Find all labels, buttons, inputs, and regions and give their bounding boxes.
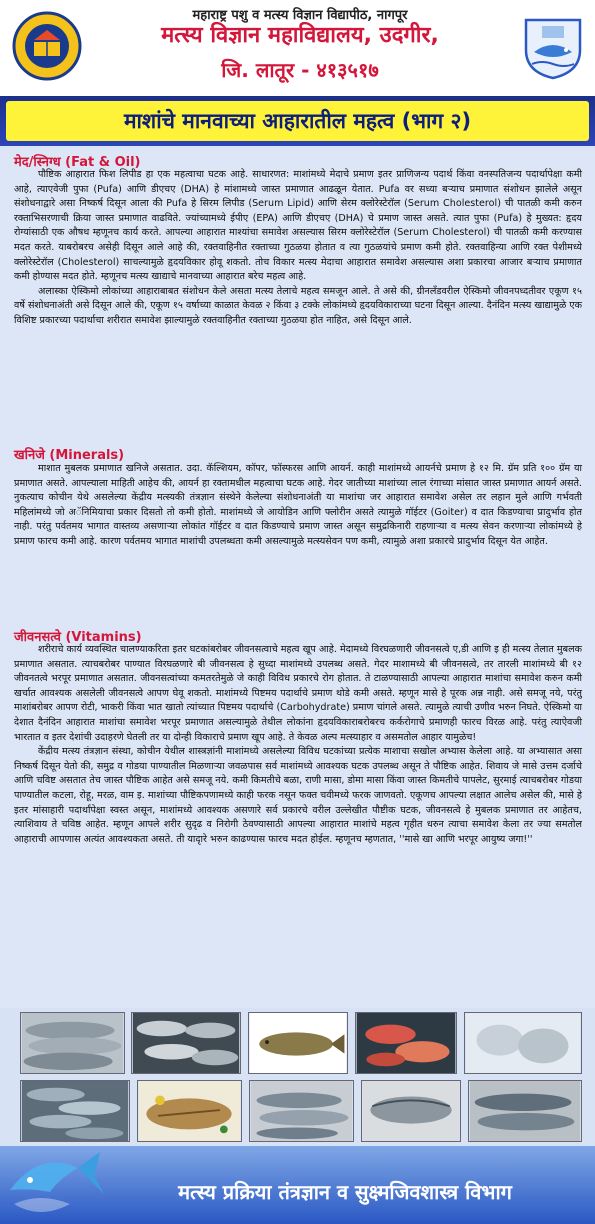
fish-photo-9	[361, 1080, 461, 1142]
college-name: मत्स्य विज्ञान महाविद्यालय, उदगीर,	[161, 23, 439, 48]
fat-paragraph-2: अलास्का ऐस्किमो लोकांच्या आहाराबाबत संशोधन केले असता मत्स्य तेलाचे महत्व समजून आले. ते असे की, ग्रीनलँडवरील ऐस्किमो जीवनपध्दतीवर एकूण १५ वर्षे संशोधनाअंती असे दिसून आले की, एकूण १५ वर्षाच्या काळात केवळ २ किंवा ३ टक्के लोकांमध्ये हृदयविकाराच्या घटना दिसून आल्या. दैनंदिन मत्स्य खाद्यामुळे एक विशिष्ट प्रकारच्या पदार्थाचा शरीरात समावेश झाल्यामुळे रक्तवाहिनीत रक्ताच्या गुठळया होत नाहित, असे दिसून आले.	[14, 285, 582, 326]
fat-text	[14, 168, 582, 329]
college-logo	[520, 14, 586, 80]
minerals-text	[14, 462, 582, 550]
fish-photo-8	[249, 1080, 354, 1142]
vitamins-paragraph-1: शरीराचे कार्य व्यवस्थित चालण्याकरिता इतर घटकांबरोबर जीवनसत्वाचे महत्व खूप आहे. मेदामध्ये विरघळणारी जीवनसत्वे ए,डी आणि इ ही मत्स्य तेलात मुबलक प्रमाणात असतात. त्याचबरोबर पाण्यात विरघळणारे बी जीवनसत्व हे सुध्दा माशांमध्ये उपलब्ध असते. गेदर माशामध्ये बी जीवनसत्वे, तर तारली माशांमध्ये बी १२ जीवनतत्वे भरपूर प्रमाणात असतात. जीवनसत्वांच्या कमतरतेमुळे जे काही विविध प्रकारचे रोग होतात. ते टाळण्यासाठी आपल्या आहारात माशांचा समावेश करुन कमी खर्चात आवश्यक असलेली जीवनसत्वे आपण घेवू शकतो. माशांमध्ये पिष्टमय पदार्थाचे प्रमाण थोडे कमी असते. म्हणून मासे हे पूरक अन्न नाही. असे समजू नये, परंतु माशांबरोबर आपण रोटी, भाकरी किंवा भात खातो त्यांच्यात पिष्टमय पदार्थाचे (Carbohydrate) प्रमाण चांगले असते. त्यामुळे त्याची उणीव भरुन निघते. ऐस्किमो या देशात दैनंदिन आहारात माशांचा समावेश भरपूर प्रमाणात असल्यामुळे तेथील लोकांना हृदयविकाराबरोबरच कर्करोगाचे प्रमाणही फारच विरळ आहे. परंतु त्याऐवजी भारतात व इतर देशांची उदाहरणे घेतली तर या दोन्ही विकाराचे प्रमाण खूप आहे. ते केवळ अल्प मत्स्याहार व असमतोल आहार यामुळेच!	[14, 644, 582, 743]
university-name: महाराष्ट्र पशु व मत्स्य विज्ञान विद्यापीठ, नागपूर	[192, 8, 408, 23]
fish-photo-4	[355, 1012, 457, 1074]
minerals-heading: खनिजे (Minerals)	[14, 448, 125, 463]
fish-photo-strip	[0, 1008, 595, 1146]
fish-photo-5	[464, 1012, 582, 1074]
fat-heading: मेद/स्निग्ध (Fat & Oil)	[14, 155, 141, 170]
fish-photo-1	[20, 1012, 125, 1074]
fish-photo-10	[468, 1080, 582, 1142]
vitamins-paragraph-2: केंद्रीय मत्स्य तंत्रज्ञान संस्था, कोचीन येथील शास्त्रज्ञांनी माशांमध्ये असलेल्या विविध घटकांच्या प्रत्येक माशाचा सखोल अभ्यास केलेला आहे. या अभ्यासात असा निष्कर्ष दिसून येतो की, समुद्र व गोडया पाण्यातील मिळणाऱ्या जवळपास सर्व माशांमध्ये आवश्यक घटक उपलब्ध असून ते पौष्टिक आहेत. शिवाय जे मासे उत्तम दर्जाचे आणि चविष्ट असतात तेच जास्त पौष्टिक आहेत असे समजू नये. कमी किमतीचे बळा, राणी मासा, डोमा मासा किंवा जास्त किमतीचे पापलेट, सुरमाई त्याचबरोबर गोडया पाण्यातील कटला, रोहू, मरळ, वाम इ. माशांच्या पौष्टिकपणामध्ये काही फरक नसून फक्त चवीमध्ये फरक जाणवतो. एकूणच आपल्या लक्षात आलेच असेल की, मासे हे इतर मांसाहारी पदार्थांपेक्षा स्वस्त असून, माशांमध्ये आवश्यक असणारे सर्व प्रकारचे वरील उल्लेखीत पौष्टीक घटक, जीवनसत्वे हे मुबलक प्रमाणात तर आहेतच, त्याशिवाय ते चविष्ठ आहेत. म्हणून आपले शरीर सुदृढ व निरोगी ठेवण्यासाठी आपल्या आहारात माशांचे महत्व गृहीत धरुन त्याचा समावेश केला तर ज्या समतोल आहाराची आपणास अत्यंत आवश्यकता असते. ती यादृारे भरुन काढण्यास फारच मदत होईल. म्हणूनच म्हणतात, ''मासे खा आणि भरपूर आयुष्य जगा!''	[14, 746, 582, 845]
fish-photo-2	[131, 1012, 241, 1074]
fish-photo-3	[248, 1012, 348, 1074]
fish-photo-7	[137, 1080, 242, 1142]
fish-logo-icon	[0, 1130, 110, 1224]
fat-paragraph-1: पौष्टिक आहारात फिश लिपीड हा एक महत्वाचा घटक आहे. साधारणत: माशांमध्ये मेदाचे प्रमाण इतर प्राणिजन्य पदार्थ किंवा वनस्पतिजन्य पदार्थापेक्षा कमी आहे, त्याएवेजी पुफा (Pufa) आणि डीएचए (DHA) हे मांशामध्ये जास्त प्रमाणात आढळून येतात. Pufa वर सध्या बऱ्याच प्रमाणात संशोधन झालेले असून संशोधनाद्वारे असा निष्कर्ष दिसून आला की Pufa हे सिरम लिपीड (Serum Lipid) आणि सेरम क्लोरेस्टेरॉल (Serum Cholesterol) ची पातळी कमी करुन रक्ताभिसरणाची क्रिया जास्त प्रमाणात वाढविते. ज्यांच्यामध्ये ईपीए (EPA) आणि डीएचए (DHA) चे प्रमाण जास्त असते. त्यात पुफा (Pufa) हे मुख्यत: हृदय रोग्यांसाठी एक औषध म्हणूनच कार्य करते. आपल्या आहारात माश्यांचा समावेश असल्यास सिरम क्लोरेस्टेरॉल (Serum Cholesterol) ची पातळी कमी करण्यास मदत करते. याबरोबरच असेही दिसून आले आहे की, रक्तवाहिनीत रक्ताच्या गुठळया होतात व त्या गुठळयांचे प्रमाण कमी होते. रक्तवाहिन्या आणि रक्त पेशीमध्ये क्लोरेस्टेरॉल (Cholesterol) साचल्यामुळे हृदयविकार होवू शकतो. तोच विकार मत्स्य मेदाचा आहारात समावेश असल्यास अशा प्रकारचा आजार बऱ्याच प्रमाणात कमी होण्यास मदत होते. म्हणूनच मत्स्य खाद्याचे मानवाच्या आहारात बरेच महत्व आहे.	[14, 169, 582, 283]
university-logo	[12, 10, 82, 82]
vitamins-text	[14, 643, 582, 847]
vitamins-heading: जीवनसत्वे (Vitamins)	[14, 630, 142, 645]
header	[0, 0, 595, 92]
district-line: जि. लातूर - ४१३५१७	[221, 58, 379, 82]
department-name: मत्स्य प्रक्रिया तंत्रज्ञान व सुक्ष्मजिवशास्त्र विभाग	[178, 1180, 512, 1204]
page-title: माशांचे मानवाच्या आहारातील महत्व (भाग २)	[6, 101, 589, 141]
title-bar	[0, 96, 595, 146]
minerals-paragraph-1: माशात मुबलक प्रमाणात खनिजे असतात. उदा. कॅल्शियम, कॉपर, फॉस्फरस आणि आयर्न. काही माशांमध्ये आयर्नचे प्रमाण हे १२ मि. ग्रॅम प्रति १०० ग्रॅम या प्रमाणात असते. आपल्याला माहिती आहेच की, आयर्न हा रक्तामधील महत्वाचा घटक आहे. गेदर जातीच्या माशांच्या लाल रंगाच्या मांसात जास्त प्रमाणात आयर्न असते. नुकत्याच कोचीन येथे असलेल्या केंद्रीय मत्स्यकी तंत्रज्ञान संस्थेने केलेल्या संशोधनाअंती या माशांचा जर आहारात समावेश असेल तर लहान मुले आणि गर्भवती महिलांमध्ये जो अॅनिमियाचा प्रकार दिसतो तो कमी होतो. माशांमध्ये जे आयोडिन आणि फ्लोरीन असते त्यामुळे गॉईटर (Goiter) व दात किडण्याचा प्रादुर्भाव होत नाही. परंतु पर्वतमय भागात वास्तव्य असणाऱ्या लोकांत गॉईटर व दात किडण्याचे प्रमाण जास्त असून समुद्रकिनारी राहणाऱ्या व मत्स्य सेवन करणाऱ्या लोकांमध्ये हे प्रमाण फारच कमी आहे. कारण पर्वतमय भागात माशांची उपलब्धता कमी असल्यामुळे मत्स्यसेवन पण कमी, त्यामुळे अशा प्रकारचे प्रादुर्भाव दिसून येत आहेत.	[14, 463, 583, 547]
